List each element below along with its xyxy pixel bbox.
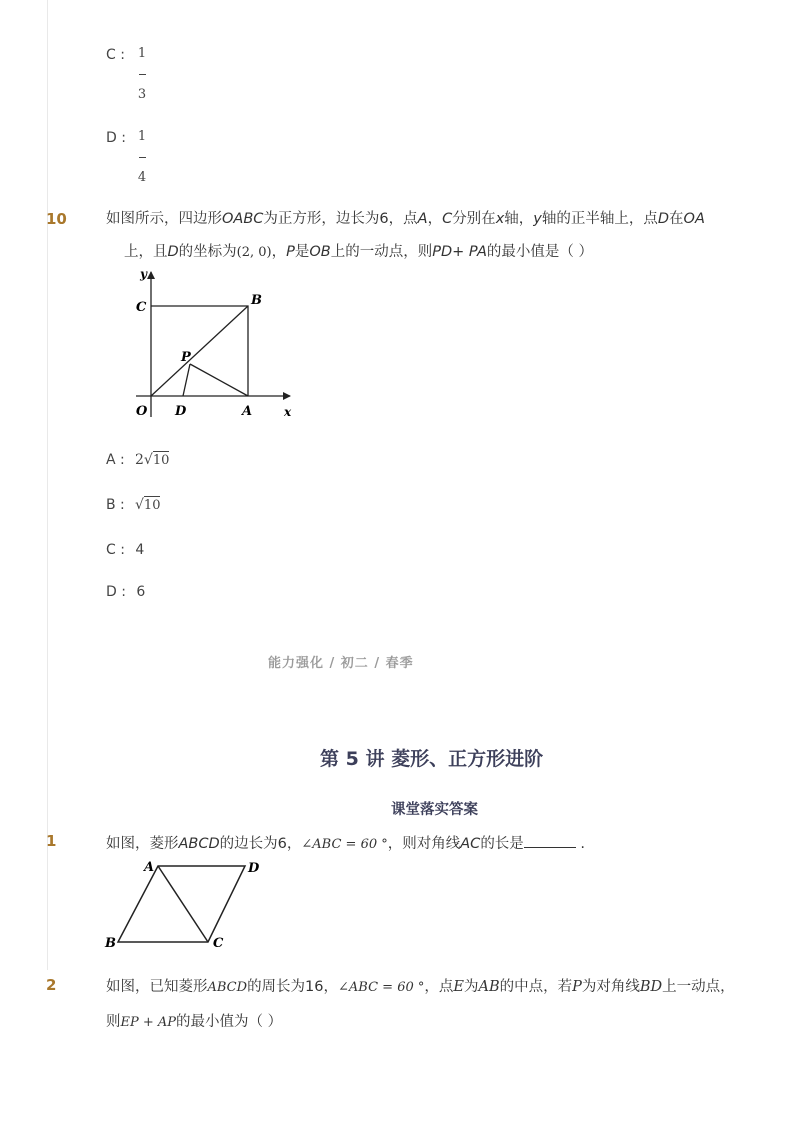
segment-pa xyxy=(190,364,248,396)
q10-text: 分别在 xyxy=(452,211,496,227)
option-d-label: D : xyxy=(106,130,126,146)
q10-text: 轴的正半轴上，点 xyxy=(541,211,658,227)
q10-option-c-label: C : xyxy=(106,542,125,558)
answer-blank xyxy=(524,833,576,848)
q10-option-d-label: D : xyxy=(106,584,126,600)
q10-math: (2, 0) xyxy=(236,245,272,260)
question-10-line2 xyxy=(124,242,593,263)
label-o: O xyxy=(136,404,148,419)
rhombus-abcd xyxy=(118,866,245,942)
diagonal-ob xyxy=(151,306,248,396)
label-x: x xyxy=(284,405,292,419)
q2-text: 的周长为16， xyxy=(247,979,339,995)
q10-option-b-label: B : xyxy=(106,497,125,513)
q10-option-a-value xyxy=(135,452,169,468)
q10-math: D xyxy=(167,244,179,260)
question-10-line1 xyxy=(106,209,705,229)
label-b: B xyxy=(105,936,116,951)
option-d-fraction xyxy=(136,129,148,186)
q10-text: 的坐标为 xyxy=(178,244,237,260)
q2-text: 如图，已知菱形 xyxy=(106,979,208,995)
q2-text: 为 xyxy=(463,979,479,995)
sqrt-symbol: √ xyxy=(143,452,153,468)
q2-math: AB xyxy=(478,979,500,995)
q10-text: 在 xyxy=(669,211,684,227)
q1-text: 的边长为6， xyxy=(219,836,302,852)
label-a: A xyxy=(242,404,253,419)
q2-text: ，点 xyxy=(424,979,454,995)
q10-math: x xyxy=(495,211,505,227)
q10-text: 的最小值是（ ） xyxy=(486,244,593,260)
question-2-number: 2 xyxy=(46,976,57,994)
q1-text: . xyxy=(575,836,586,852)
diagonal-ac xyxy=(158,866,208,942)
sqrt-symbol: √ xyxy=(135,497,144,513)
q2-text: 上一动点， xyxy=(662,979,735,995)
q1-math: ABCD xyxy=(178,836,220,852)
label-d: D xyxy=(248,861,260,876)
option-c-numerator: 1 xyxy=(137,46,147,61)
q10-text: 轴， xyxy=(504,211,534,227)
q10-text: ， xyxy=(427,211,443,227)
q10-option-a-coef: 2 xyxy=(135,452,144,468)
q10-text: 上的一动点，则 xyxy=(330,244,433,260)
q2-text: 为对角线 xyxy=(581,979,640,995)
question-1-number: 1 xyxy=(46,832,57,850)
q10-math: P xyxy=(286,244,295,260)
q1-math: AC xyxy=(460,836,481,852)
option-c-fraction-bar xyxy=(139,74,146,75)
label-b: B xyxy=(251,293,262,308)
q10-math: OA xyxy=(683,211,705,227)
q10-text: 上，且 xyxy=(124,244,168,260)
q10-option-b-radicand: 10 xyxy=(143,498,161,513)
option-d-numerator: 1 xyxy=(137,129,147,144)
label-d: D xyxy=(175,404,187,419)
label-c: C xyxy=(136,300,147,315)
left-gutter-line xyxy=(47,0,48,970)
q10-option-c xyxy=(106,542,144,558)
q2-math: ABCD xyxy=(207,980,248,995)
q10-option-d xyxy=(106,584,145,600)
section-title: 课堂落实答案 xyxy=(391,802,478,818)
q10-option-d-value: 6 xyxy=(136,584,146,600)
option-c-label: C : xyxy=(106,47,125,63)
q2-math: EP + AP xyxy=(120,1015,177,1030)
q10-math: A xyxy=(417,211,428,227)
q1-math: ∠ABC = 60 ° xyxy=(301,837,388,852)
q2-text: 则 xyxy=(106,1014,121,1030)
option-d-denominator: 4 xyxy=(137,170,147,185)
q10-text: ， xyxy=(271,244,287,260)
q10-option-a-label: A : xyxy=(106,452,125,468)
label-a: A xyxy=(144,860,155,875)
q10-text: 如图所示，四边形 xyxy=(106,211,222,227)
q10-math: D xyxy=(657,211,670,227)
lesson-title: 第 5 讲 菱形、正方形进阶 xyxy=(320,748,544,770)
option-d-fraction-bar xyxy=(139,157,146,158)
question-1-figure xyxy=(100,856,270,956)
option-c-denominator: 3 xyxy=(137,87,147,102)
q1-text: 的长是 xyxy=(480,836,524,852)
q10-math: C xyxy=(442,211,453,227)
q2-math: P xyxy=(572,979,582,995)
q10-text: 为正方形，边长为6，点 xyxy=(263,211,418,227)
label-p: P xyxy=(181,350,191,365)
q10-math: y xyxy=(533,211,542,227)
q1-text: ，则对角线 xyxy=(387,836,461,852)
option-c-fraction xyxy=(136,46,148,103)
q2-text: 的中点，若 xyxy=(499,979,573,995)
question-2-line1 xyxy=(106,977,735,998)
q10-option-a-radicand: 10 xyxy=(152,453,170,468)
question-2-line2 xyxy=(106,1012,282,1033)
question-10-number: 10 xyxy=(46,210,67,228)
q2-math: E xyxy=(453,979,464,995)
q10-text: 是 xyxy=(294,244,310,260)
q10-math: OABC xyxy=(222,211,264,227)
segment-pd xyxy=(183,364,190,396)
question-1-text xyxy=(106,833,585,855)
q10-option-c-value: 4 xyxy=(135,542,145,558)
q10-option-b-value xyxy=(135,497,160,513)
q1-text: 如图，菱形 xyxy=(106,836,179,852)
q10-math: OB xyxy=(309,244,331,260)
q10-math: PD+ PA xyxy=(432,244,487,260)
q2-math: BD xyxy=(639,979,663,995)
question-10-figure xyxy=(128,262,298,427)
q2-text: 的最小值为（ ） xyxy=(176,1014,283,1030)
q2-math: ∠ABC = 60 ° xyxy=(338,980,425,995)
label-c: C xyxy=(213,936,224,951)
page-footer: 能力强化 / 初二 / 春季 xyxy=(268,656,414,671)
label-y: y xyxy=(140,267,147,281)
